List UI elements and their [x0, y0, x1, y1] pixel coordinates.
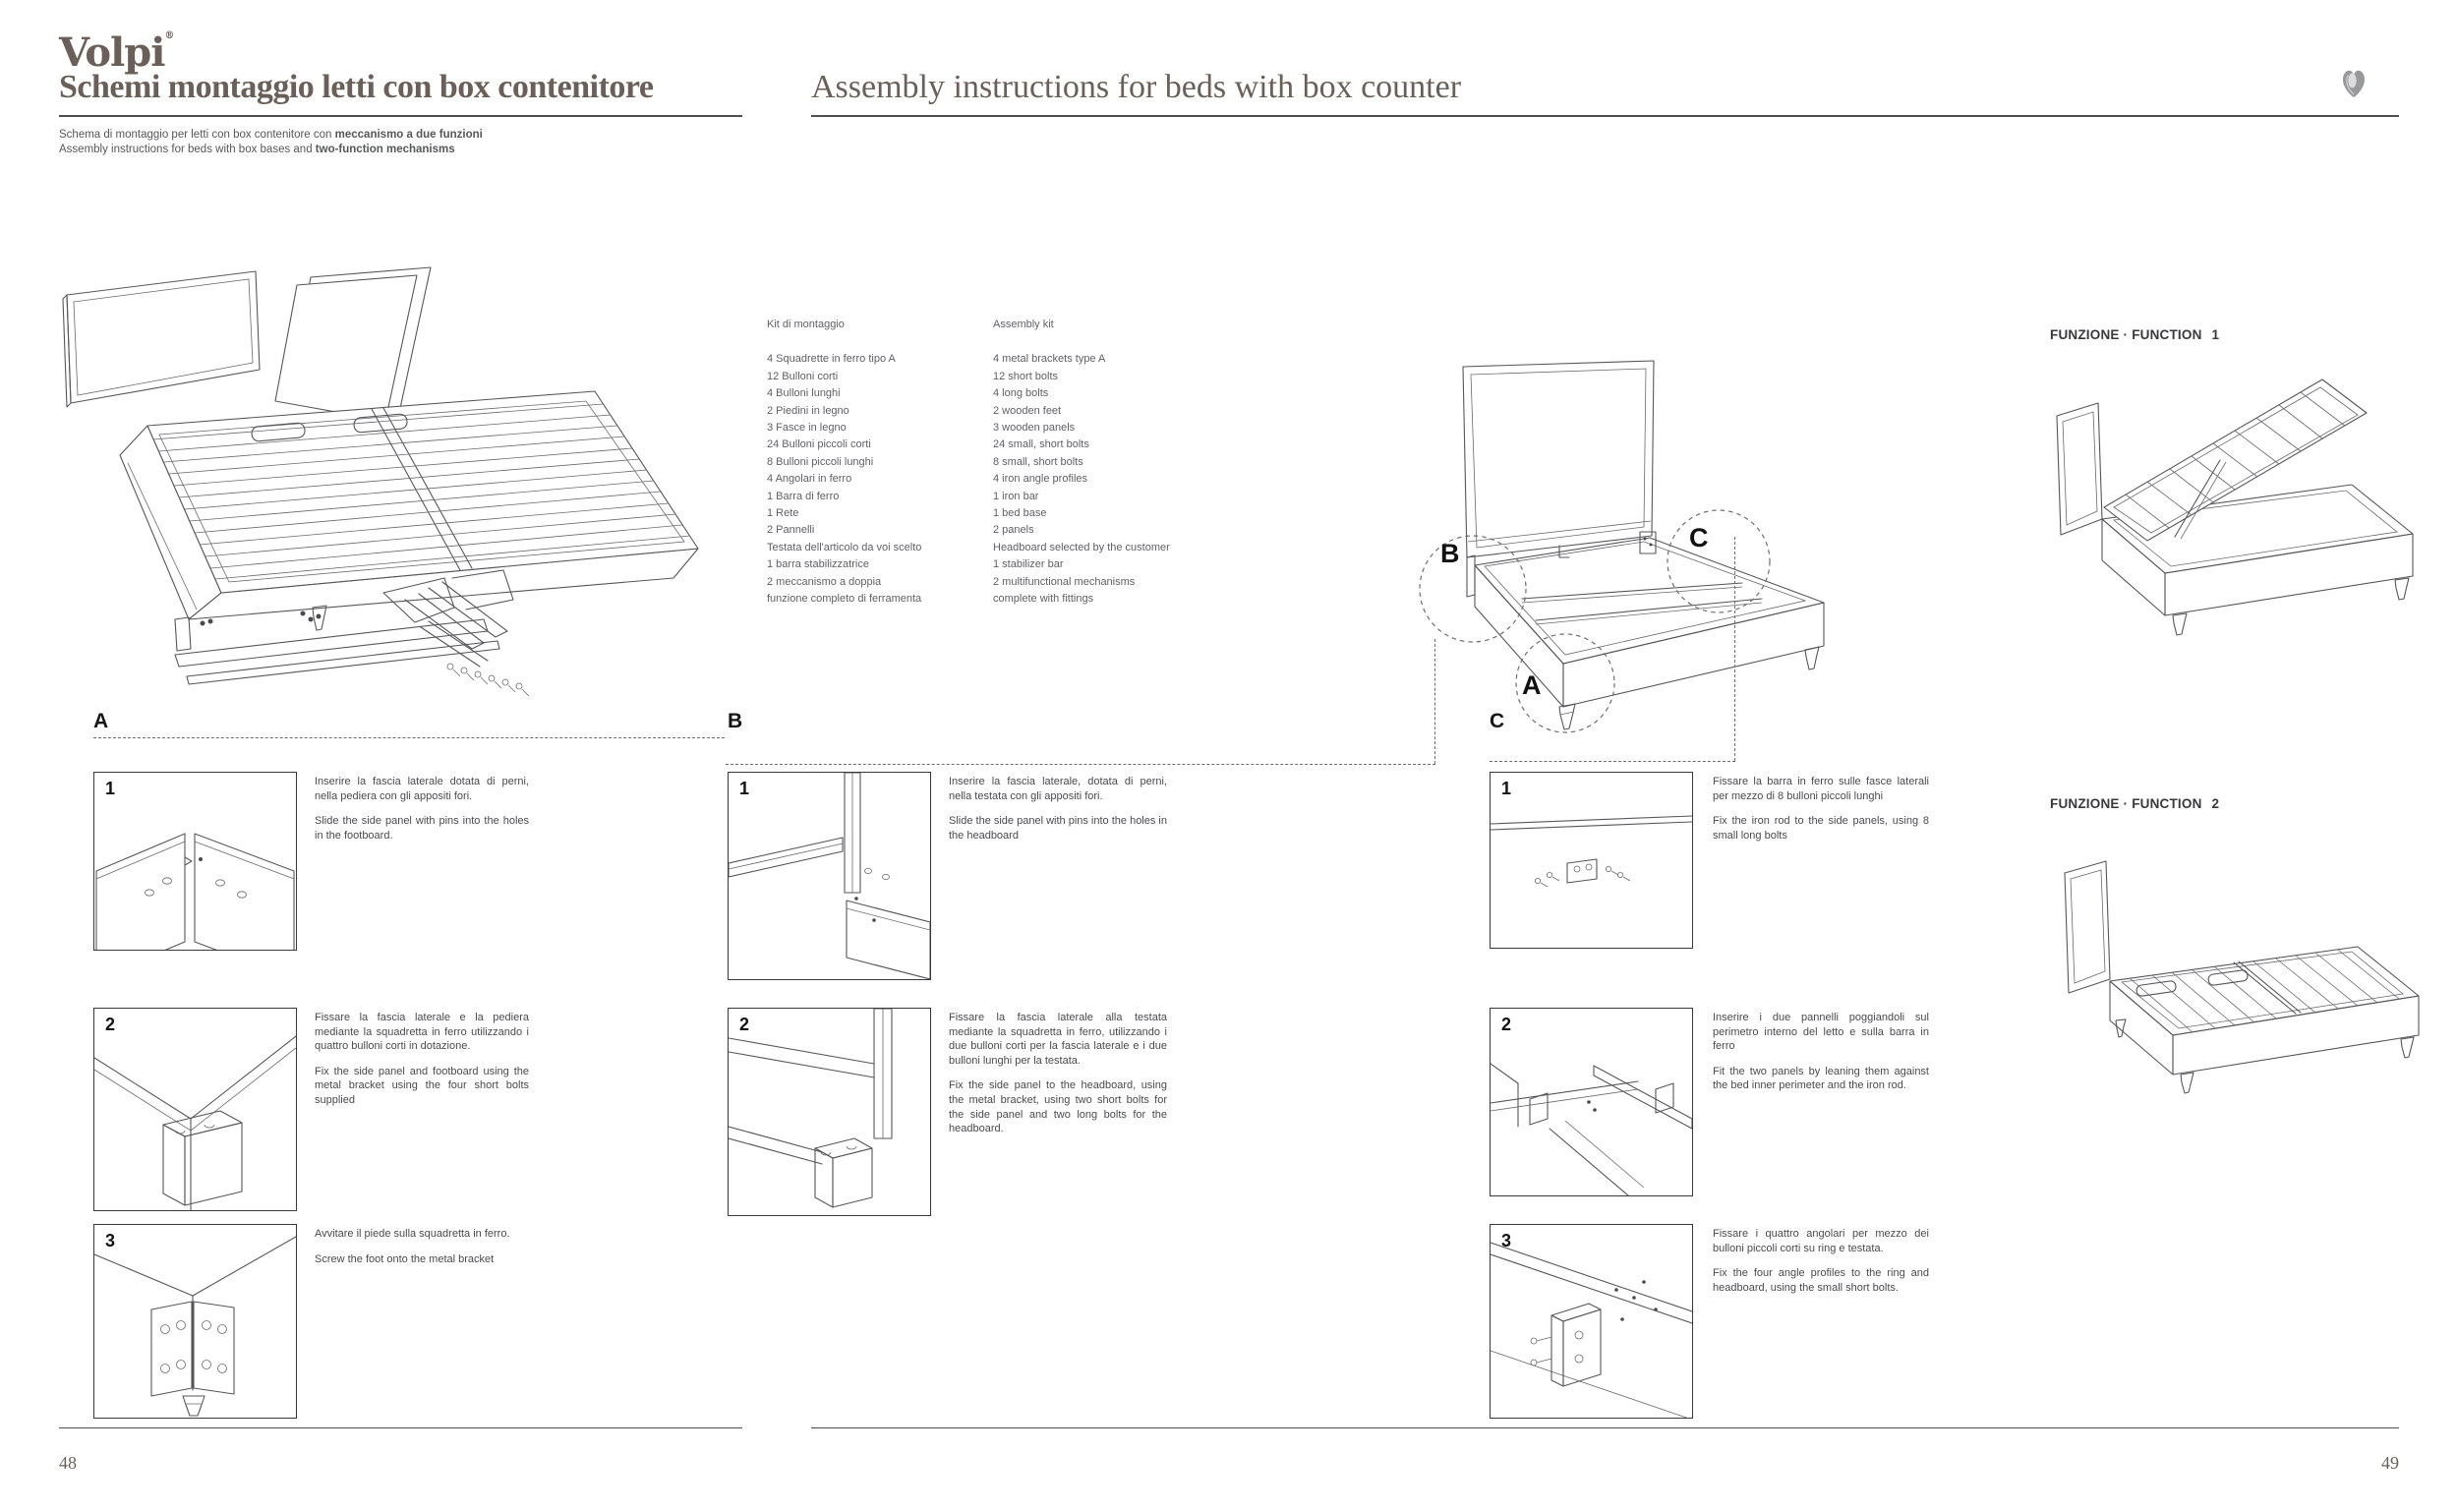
exploded-parts-diagram — [59, 254, 757, 726]
step-a3-diagram — [94, 1225, 296, 1418]
kit-item: 4 long bolts — [993, 387, 1049, 400]
section-c-label: C — [1490, 710, 1505, 732]
kit-item: 4 iron angle profiles — [993, 473, 1088, 486]
kit-item: 3 Fasce in legno — [767, 422, 847, 435]
footer-rule-right — [811, 1427, 2399, 1428]
step-instruction-it: Inserire i due pannelli poggiandoli sul perimetro interno del letto e sulla barra in ferro — [1713, 1012, 1929, 1053]
kit-item: 3 wooden panels — [993, 422, 1076, 435]
kit-item: 1 Rete — [767, 507, 799, 520]
step-b1-diagram — [729, 773, 930, 979]
step-a3-box — [93, 1224, 297, 1419]
function-1-label: FUNZIONE · FUNCTION 1 — [2050, 327, 2220, 342]
kit-item: 2 wooden feet — [993, 404, 1062, 417]
step-a1-diagram — [94, 773, 296, 950]
kit-item: 24 Bulloni piccoli corti — [767, 438, 871, 451]
step-instruction-en: Screw the foot onto the metal bracket — [315, 1252, 495, 1265]
step-a2-diagram — [94, 1009, 296, 1210]
callout-dash-b — [726, 764, 1435, 765]
bed-frame-overview-diagram — [1416, 349, 1839, 772]
kit-item: Headboard selected by the customer — [993, 541, 1170, 553]
step-b1-text — [949, 775, 1167, 853]
kit-item: 1 Barra di ferro — [767, 490, 840, 502]
step-b1-number: 1 — [739, 779, 750, 798]
subtitle-italian: Schema di montaggio per letti con box contenitore con meccanismo a due funzioni — [59, 129, 483, 141]
step-instruction-en: Slide the side panel with pins into the holes in the headboard — [949, 815, 1167, 842]
step-instruction-it: Fissare i quattro angolari per mezzo dei bulloni piccoli corti su ring e testata. — [1713, 1228, 1929, 1254]
step-instruction-it: Fissare la fascia laterale alla testata mediante la squadretta in ferro, utilizzando i due bulloni corti per la fascia laterale e i due bulloni lunghi per la testata. — [949, 1012, 1167, 1067]
step-c2-diagram — [1491, 1009, 1692, 1195]
kit-item: 1 stabilizer bar — [993, 558, 1064, 571]
function-2-diagram — [2043, 834, 2427, 1124]
callout-dash-b-vertical — [1434, 639, 1435, 764]
kit-item: 1 barra stabilizzatrice — [767, 558, 869, 571]
step-a2-text — [315, 1011, 529, 1119]
step-c2-number: 2 — [1501, 1015, 1512, 1034]
overview-label-c: C — [1689, 523, 1709, 552]
page-number-left: 48 — [59, 1453, 77, 1473]
step-b2-number: 2 — [739, 1015, 750, 1034]
kit-item: 24 small, short bolts — [993, 438, 1089, 451]
kit-item: 8 small, short bolts — [993, 455, 1083, 468]
kit-item: 2 Piedini in legno — [767, 404, 849, 417]
step-instruction-it: Inserire la fascia laterale dotata di perni, nella pediera con gli appositi fori. — [315, 776, 529, 802]
kit-item: 12 short bolts — [993, 370, 1059, 382]
step-instruction-en: Fix the four angle profiles to the ring and headboard, using the small short bolts. — [1713, 1267, 1929, 1294]
overview-label-b: B — [1440, 539, 1460, 568]
footer-rule-left — [59, 1427, 742, 1428]
kit-item: Testata dell'articolo da voi scelto — [767, 541, 922, 553]
page-title-english: Assembly instructions for beds with box counter — [811, 69, 1462, 105]
kit-item: 4 Bulloni lunghi — [767, 387, 841, 400]
kit-item: 4 Angolari in ferro — [767, 473, 852, 486]
kit-title-english: Assembly kit — [993, 319, 1054, 330]
kit-item: 12 Bulloni corti — [767, 370, 839, 382]
kit-item: 2 panels — [993, 524, 1034, 537]
step-c2-text — [1713, 1011, 1929, 1104]
page-number-right: 49 — [2381, 1453, 2399, 1473]
step-c1-number: 1 — [1501, 779, 1512, 798]
kit-item: 2 Pannelli — [767, 524, 815, 537]
kit-item: funzione completo di ferramenta — [767, 593, 922, 606]
step-a2-number: 2 — [105, 1015, 116, 1034]
kit-item: 2 multifunctional mechanisms — [993, 575, 1136, 588]
function-2-label: FUNZIONE · FUNCTION 2 — [2050, 796, 2220, 811]
callout-dash-c-vertical — [1734, 537, 1735, 761]
step-c1-diagram — [1491, 773, 1692, 948]
step-instruction-en: Slide the side panel with pins into the holes in the footboard. — [315, 815, 529, 842]
step-a3-text — [315, 1227, 529, 1277]
section-b-label: B — [728, 710, 743, 732]
section-a-label: A — [93, 710, 109, 732]
subtitle-block — [59, 128, 747, 156]
step-a2-box — [93, 1008, 297, 1211]
kit-item: complete with fittings — [993, 593, 1094, 606]
step-instruction-it: Fissare la barra in ferro sulle fasce laterali per mezzo di 8 bulloni piccoli lunghi — [1713, 776, 1929, 802]
step-instruction-en: Fit the two panels by leaning them against the bed inner perimeter and the iron rod. — [1713, 1065, 1929, 1092]
kit-item: 8 Bulloni piccoli lunghi — [767, 455, 874, 468]
overview-label-a: A — [1522, 670, 1542, 700]
volpi-mark-icon — [2338, 67, 2369, 100]
step-c3-box — [1490, 1224, 1693, 1419]
step-instruction-en: Fix the side panel and footboard using the metal bracket using the four short bolts supplied — [315, 1065, 529, 1106]
header-rule-left — [59, 115, 742, 117]
subtitle-english: Assembly instructions for beds with box bases and two-function mechanisms — [59, 143, 455, 155]
step-instruction-it: Fissare la fascia laterale e la pediera mediante la squadretta in ferro utilizzando i quattro bulloni corti in dotazione. — [315, 1012, 529, 1053]
step-a1-text — [315, 775, 529, 853]
page-title-italian: Schemi montaggio letti con box contenitore — [59, 69, 654, 105]
step-b2-diagram — [729, 1009, 930, 1215]
callout-dash-c — [1490, 761, 1735, 762]
kit-item: 1 iron bar — [993, 490, 1039, 502]
step-c3-number: 3 — [1501, 1231, 1512, 1250]
step-c3-text — [1713, 1227, 1929, 1306]
step-instruction-en: Fix the side panel to the headboard, using the metal bracket, using two short bolts for the side panel and two long bolts for the headboard. — [949, 1079, 1167, 1135]
kit-item: 4 metal brackets type A — [993, 353, 1106, 366]
kit-item: 4 Squadrette in ferro tipo A — [767, 353, 896, 366]
header-rule-right — [811, 115, 2399, 117]
step-c2-box — [1490, 1008, 1693, 1196]
step-a1-box — [93, 772, 297, 951]
kit-item: 1 bed base — [993, 507, 1047, 520]
step-instruction-it: Inserire la fascia laterale, dotata di perni, nella testata con gli appositi fori. — [949, 776, 1167, 802]
step-instruction-en: Fix the iron rod to the side panels, using 8 small long bolts — [1713, 815, 1929, 842]
kit-title-italian: Kit di montaggio — [767, 319, 845, 330]
kit-list-english — [993, 317, 1214, 609]
step-b1-box — [728, 772, 931, 980]
step-instruction-it: Avvitare il piede sulla squadretta in ferro. — [315, 1228, 510, 1240]
step-b2-box — [728, 1008, 931, 1216]
step-c1-text — [1713, 775, 1929, 853]
step-c1-box — [1490, 772, 1693, 949]
step-a1-number: 1 — [105, 779, 116, 798]
brand-trademark: ® — [164, 30, 174, 41]
step-c3-diagram — [1491, 1225, 1692, 1418]
kit-item: 2 meccanismo a doppia — [767, 575, 882, 588]
brand-name: Volpi — [59, 29, 165, 76]
callout-dash-a — [93, 737, 725, 738]
function-1-diagram — [2027, 362, 2421, 657]
step-b2-text — [949, 1011, 1167, 1147]
step-a3-number: 3 — [105, 1231, 116, 1250]
kit-list-italian — [767, 317, 988, 609]
